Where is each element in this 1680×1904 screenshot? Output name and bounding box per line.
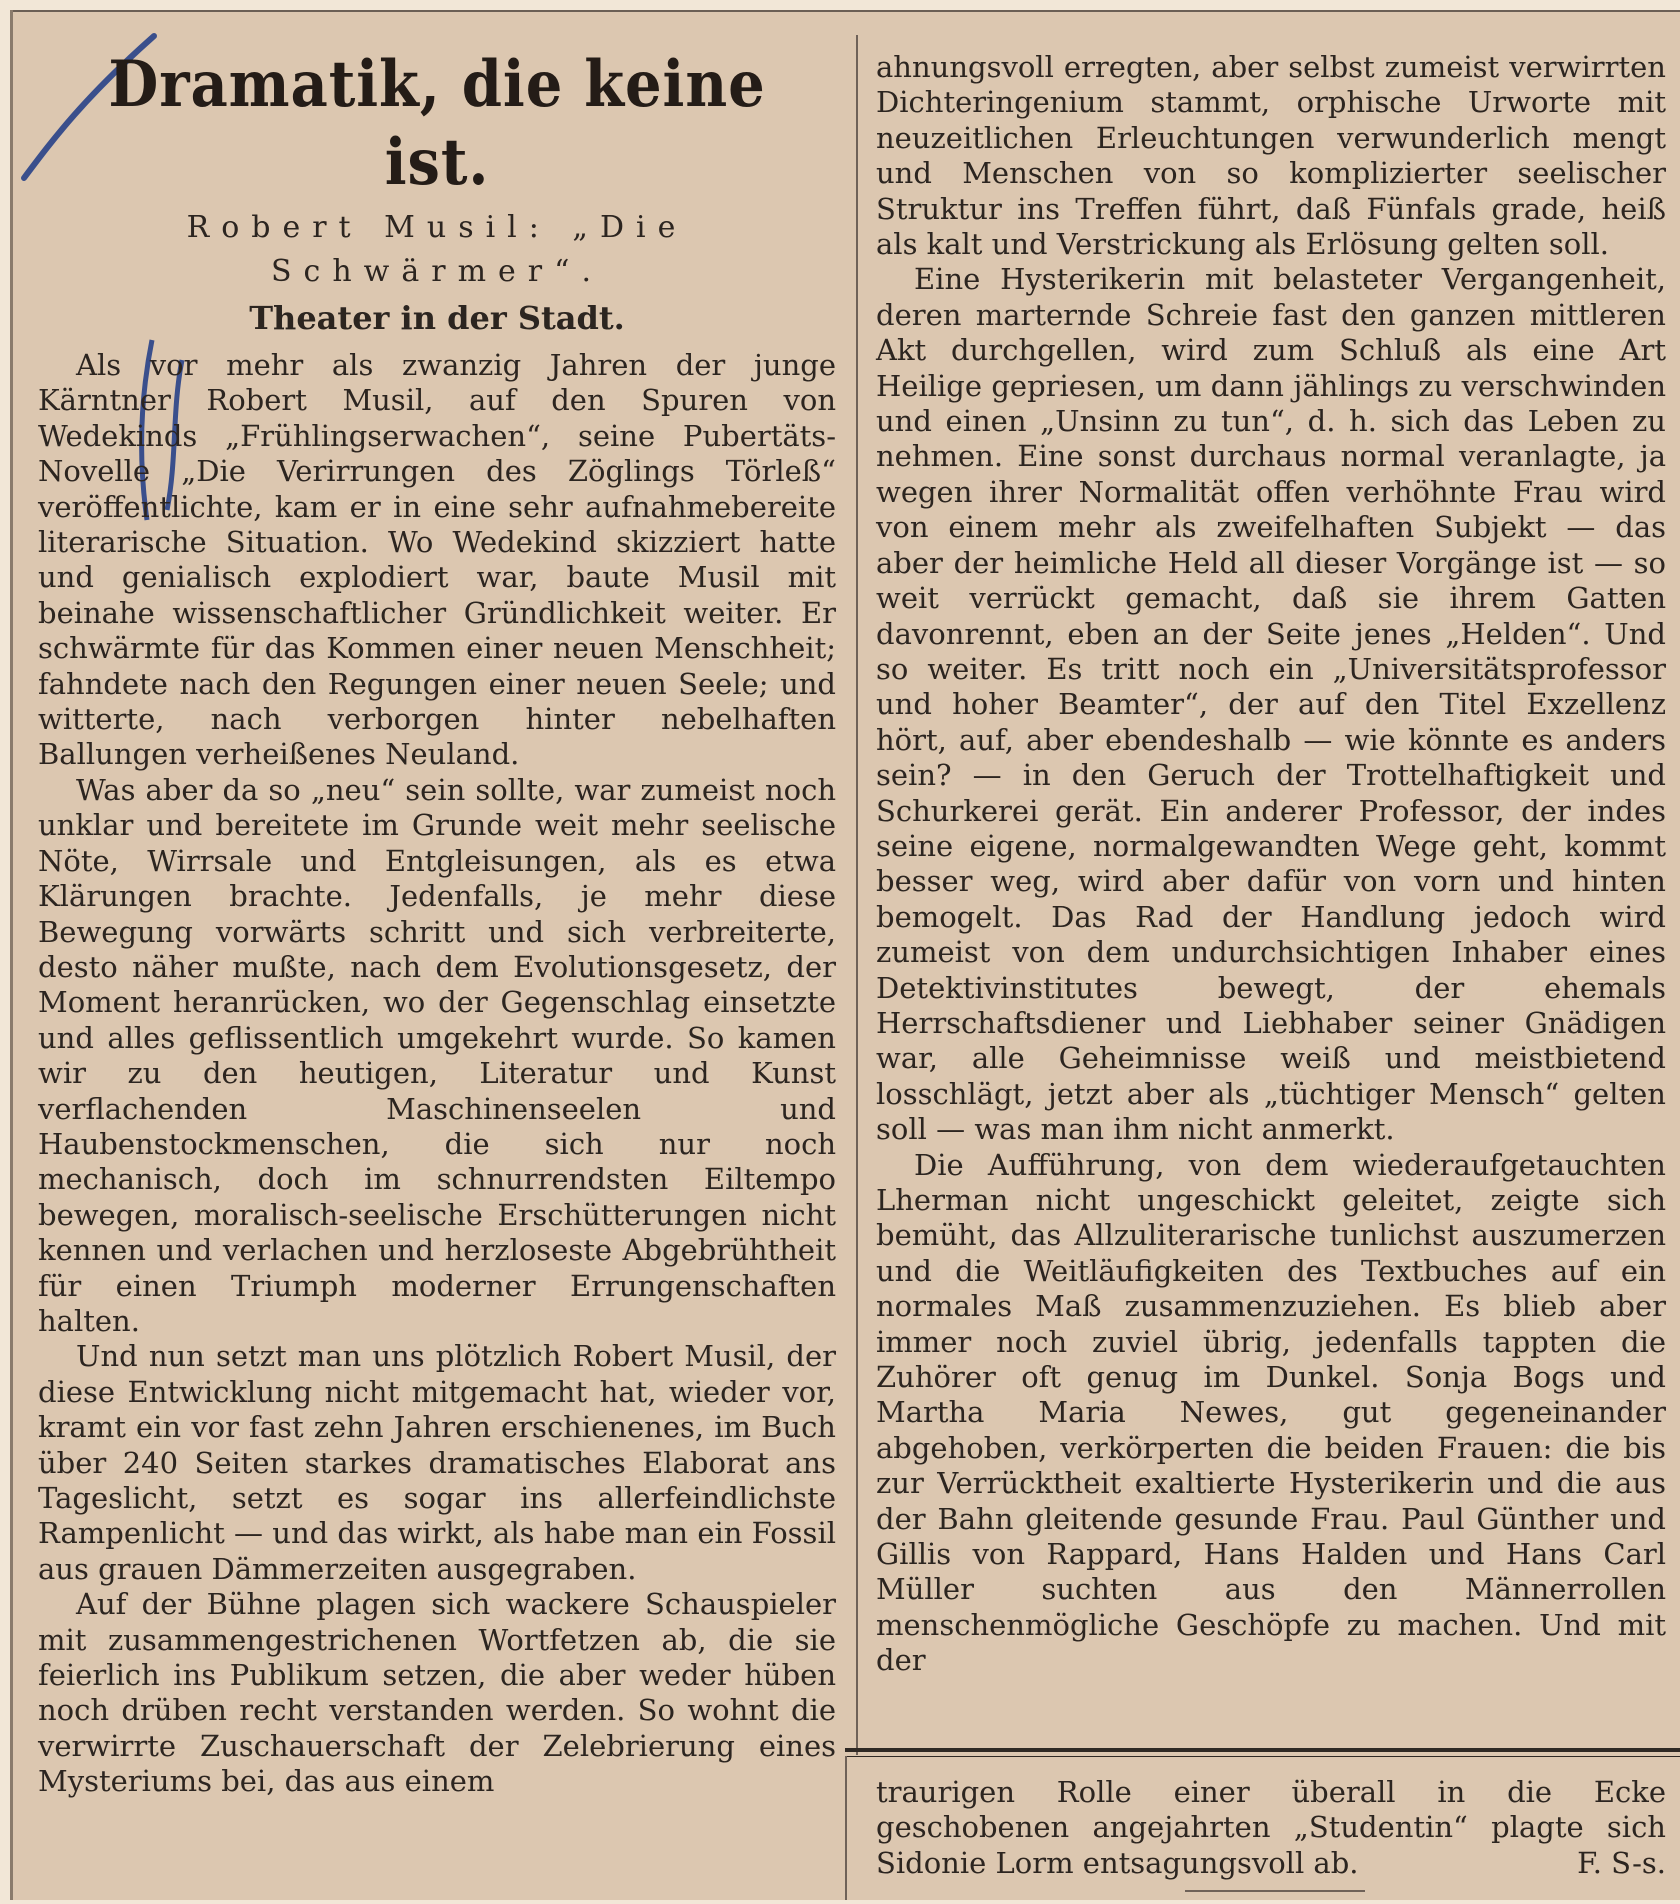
article-venue: Theater in der Stadt. (249, 299, 625, 337)
article-byline: Robert Musil: „Die Schwärmer“. (186, 210, 688, 289)
paragraph: Als vor mehr als zwanzig Jahren der junge Kärntner Robert Musil, auf den Spuren von Wedekinds „Frühlingserwachen“, seine Pubertäts-Novelle „Die Verirrungen des Zöglings Törleß“ veröffentlichte, kam er in eine sehr aufnahmebereite literarische Situation. Wo Wedekind skizziert hatte und genialisch explodiert war, baute Musil mit beinahe wissenschaftlicher Gründlichkeit weiter. Er schwärmte für das Kommen einer neuen Menschheit; fahndete nach den Regungen einer neuen Seele; und witterte, nach verborgen hinter nebelhaften Ballungen verheißenes Neuland. (38, 348, 836, 772)
column-divider (856, 35, 858, 1755)
paragraph: Eine Hysterikerin mit belasteter Vergangenheit, deren marternde Schreie fast den ganzen mittleren Akt durchgellen, wird zum Schluß als eine Art Heilige gepriesen, um dann jählings zu verschwinden und einen „Unsinn zu tun“, d. h. sich das Leben zu nehmen. Eine sonst durchaus normal veranlagte, ja wegen ihrer Normalität offen verhöhnte Frau wird von einem mehr als zweifelhaften Subjekt — das aber der heimliche Held all dieser Vorgänge ist — so weit verrückt gemacht, daß sie ihrem Gatten davonrennt, eben an der Seite jenes „Helden“. Und so weiter. Es tritt noch ein „Universitätsprofessor und hoher Beamter“, der auf den Titel Exzellenz hört, auf, aber ebendeshalb — wie könnte es anders sein? — in den Geruch der Trottelhaftigkeit und Schurkerei gerät. Ein anderer Professor, der indes seine eigene, normalgewandten Wege geht, kommt besser weg, wird aber dafür von vorn und hinten bemogelt. Das Rad der Handlung jedoch wird zumeist von dem undurchsichtigen Inhaber eines Detektivinstitutes bewegt, der ehemals Herrschaftsdiener und Liebhaber seiner Gnädigen war, alle Geheimnisse weiß und meistbietend losschlägt, jetzt aber als „tüchtiger Mensch“ gelten soll — was man ihm nicht anmerkt. (876, 262, 1666, 1147)
bottom-column-divider (845, 1756, 847, 1900)
paragraph: Die Aufführung, von dem wiederaufgetauchten Lherman nicht ungeschickt geleitet, zeigte sich bemüht, das Allzuliterarische tunlichst auszumerzen und die Weitläufigkeiten des Textbuches auf ein normales Maß zusammenzuziehen. Es blieb aber immer noch zuviel übrig, jedenfalls tappten die Zuhörer oft genug im Dunkel. Sonja Bogs und Martha Maria Newes, gut gegeneinander abgehoben, verkörperten die beiden Frauen: die bis zur Verrücktheit exaltierte Hysterikerin und die aus der Bahn gleitende gesunde Frau. Paul Günther und Gillis von Rappard, Hans Halden und Hans Carl Müller suchten aus den Männerrollen menschenmögliche Geschöpfe zu machen. Und mit der (876, 1147, 1666, 1678)
left-edge-line (10, 10, 13, 1900)
author-signature: F. S-s. (1577, 1845, 1666, 1880)
section-rule-thin (845, 1756, 1680, 1757)
closing-text: traurigen Rolle einer überall in die Ecke geschobenen angejahrten „Studentin“ plagte sich Sidonie Lorm entsagungsvoll ab. (876, 1775, 1666, 1880)
paragraph: Was aber da so „neu“ sein sollte, war zumeist noch unklar und bereitete im Grunde weit mehr seelische Nöte, Wirrsale und Entgleisungen, als es etwa Klärungen brachte. Jedenfalls, je mehr diese Bewegung vorwärts schritt und sich verbreiterte, desto näher mußte, nach dem Evolutionsgesetz, der Moment heranrücken, wo der Gegenschlag einsetzte und alles geflissentlich umgekehrt wurde. So kamen wir zu den heutigen, Literatur und Kunst verflachenden Maschinenseelen und Haubenstockmenschen, die sich nur noch mechanisch, doch im schnurrendsten Eiltempo bewegen, moralisch-seelische Erschütterungen nicht kennen und verlachen und herzloseste Abgebrühtheit für einen Triumph moderner Errungenschaften halten. (38, 772, 836, 1338)
newspaper-clipping (10, 10, 1680, 1900)
paragraph: Auf der Bühne plagen sich wackere Schauspieler mit zusammengestrichenen Wortfetzen ab, die sie feierlich ins Publikum setzen, die aber weder hüben noch drüben recht verstanden werden. So wohnt die verwirrte Zuschauerschaft der Zelebrierung eines Mysteriums bei, das aus einem (38, 1587, 836, 1799)
top-edge-line (10, 10, 1680, 12)
section-rule (845, 1748, 1680, 1752)
right-column (876, 50, 1666, 1679)
end-rule (1185, 1890, 1365, 1892)
continued-column (876, 1775, 1666, 1881)
article-headline: Dramatik, die keine ist. (108, 47, 766, 200)
left-column (38, 46, 836, 1800)
paragraph-end (876, 1775, 1666, 1881)
paragraph: Und nun setzt man uns plötzlich Robert Musil, der diese Entwicklung nicht mitgemacht hat, wieder vor, kramt ein vor fast zehn Jahren erschienenes, im Buch über 240 Seiten starkes dramatisches Elaborat ans Tageslicht, setzt es sogar ins allerfeindlichste Rampenlicht — und das wirkt, als habe man ein Fossil aus grauen Dämmerzeiten ausgegraben. (38, 1339, 836, 1586)
paragraph: ahnungsvoll erregten, aber selbst zumeist verwirrten Dichteringenium stammt, orphische Urworte mit neuzeitlichen Erleuchtungen verwunderlich mengt und Menschen von so komplizierter seelischer Struktur ins Treffen führt, daß Fünfals grade, heiß als kalt und Verstrickung als Erlösung gelten soll. (876, 50, 1666, 262)
